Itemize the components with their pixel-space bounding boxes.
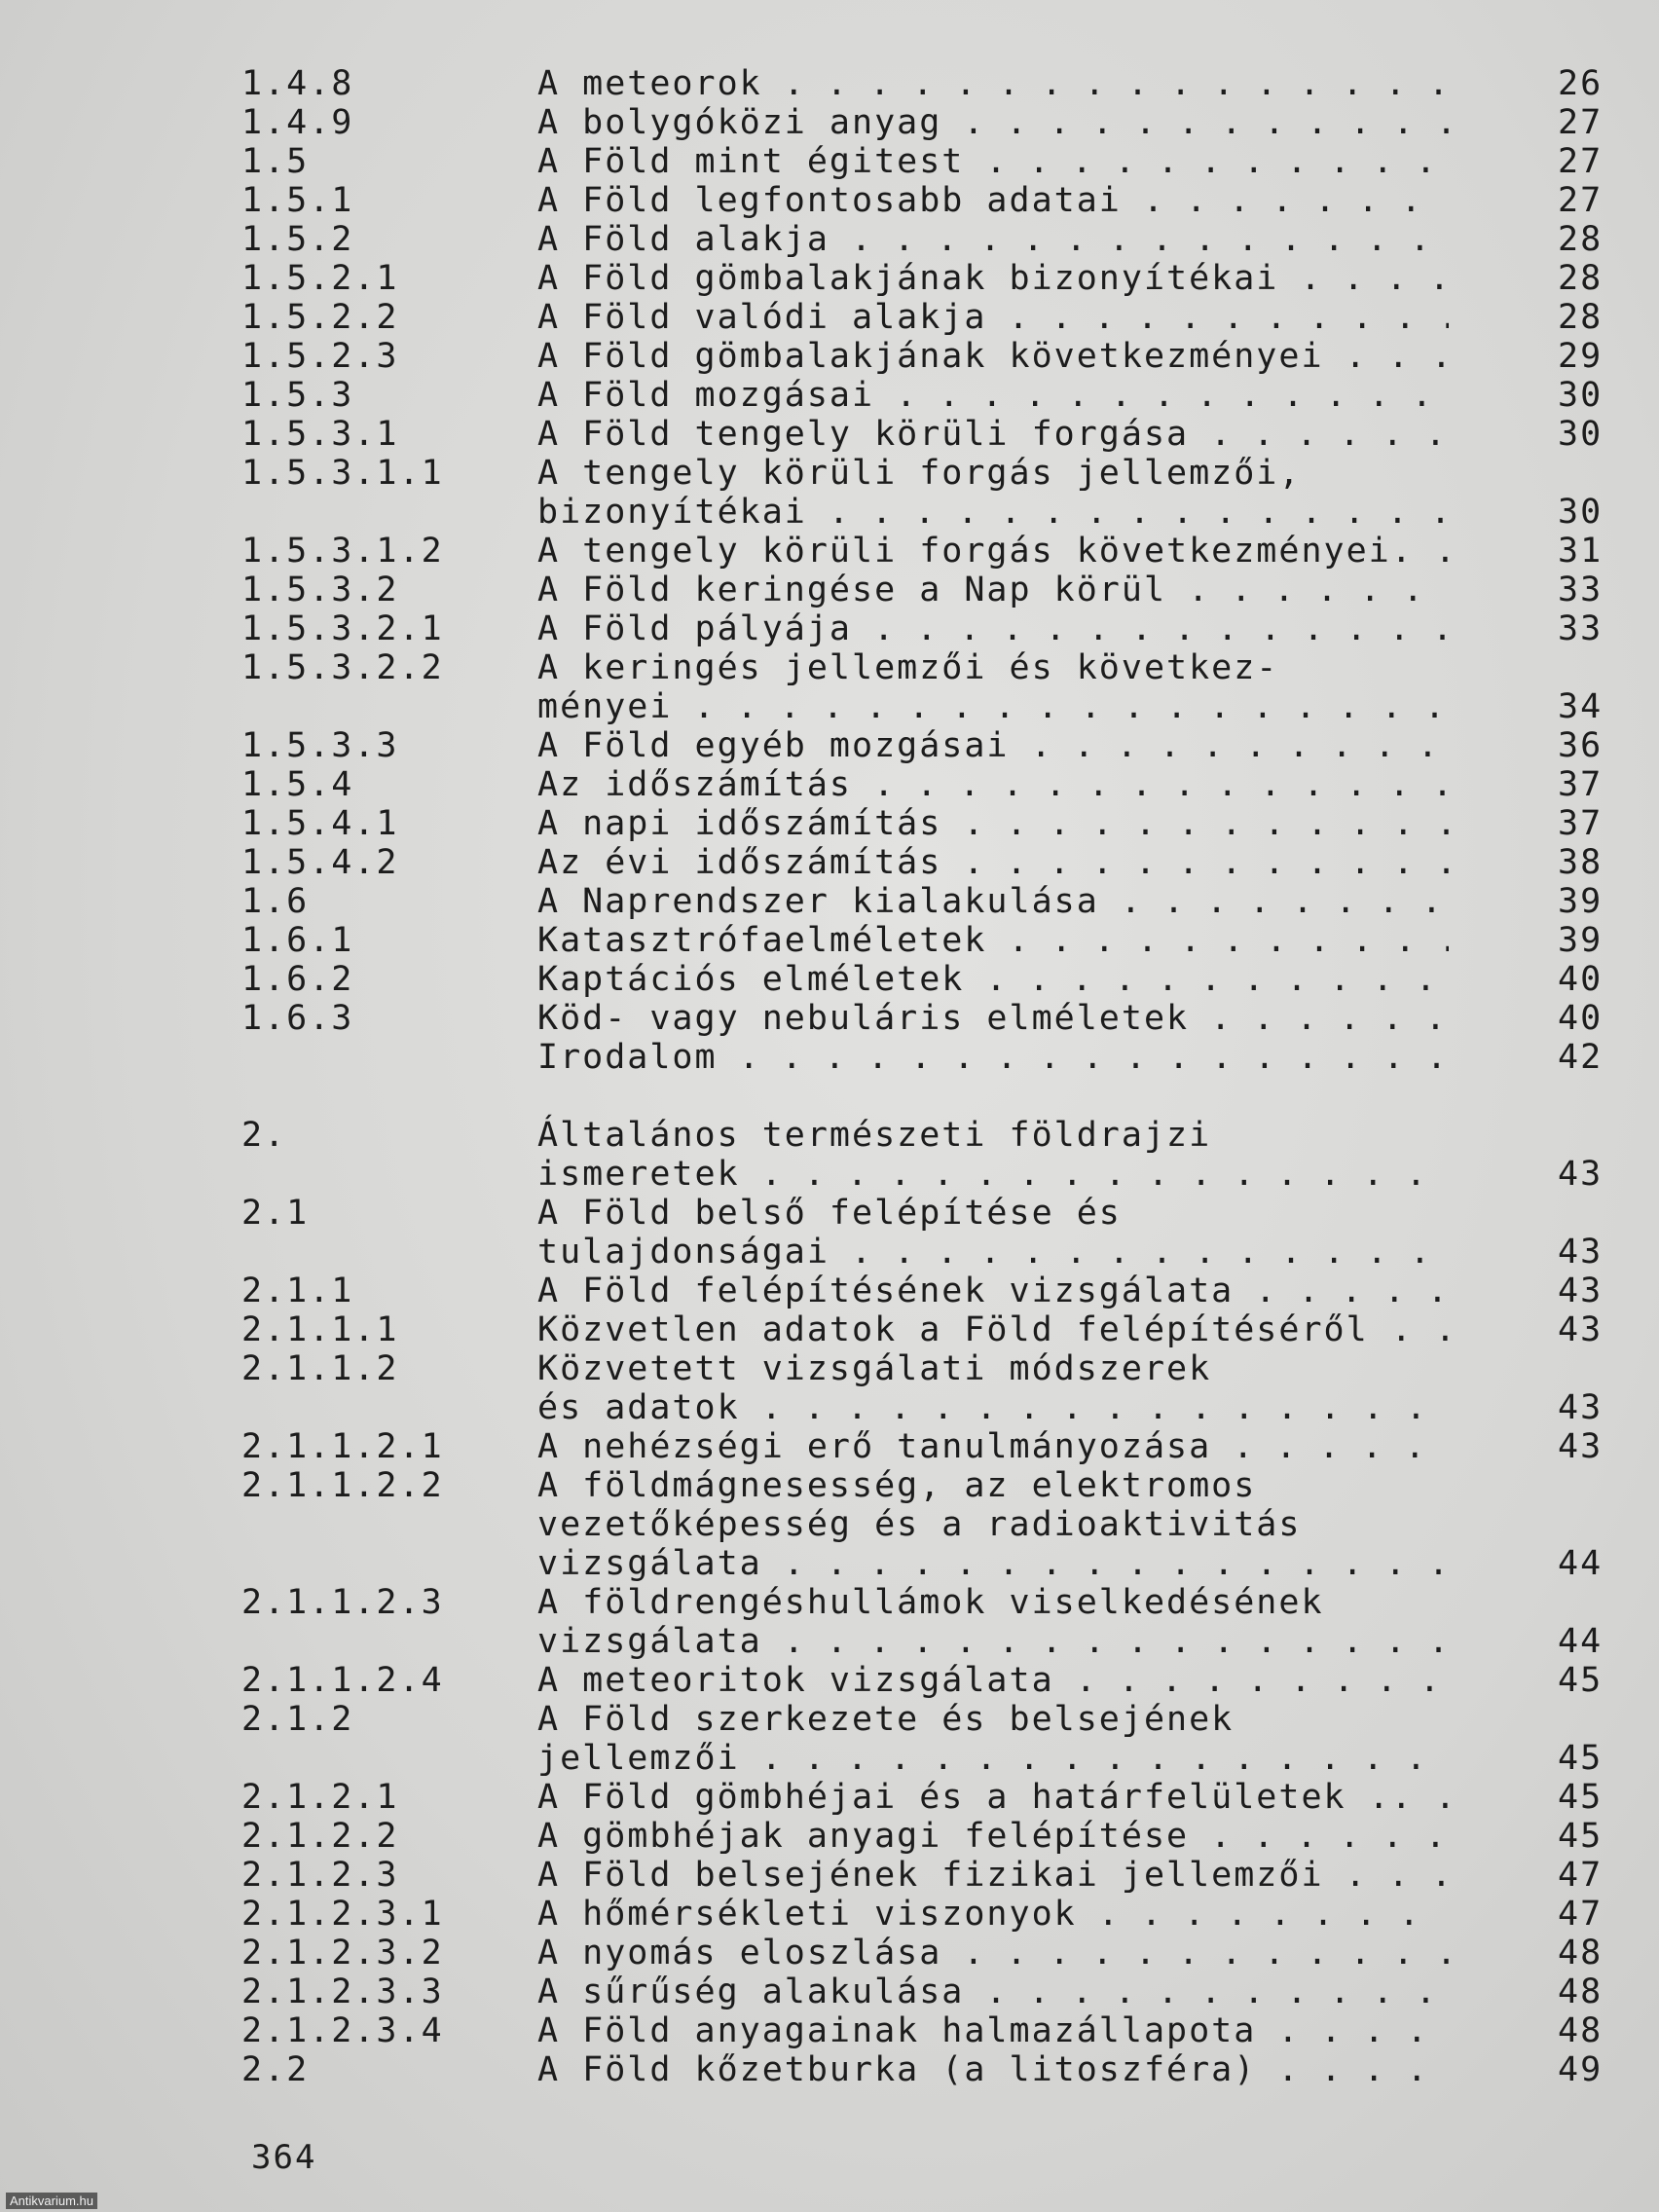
toc-section-number: 1.5	[241, 142, 310, 181]
toc-entry-title: Az évi időszámítás . . .	[537, 843, 1449, 882]
toc-entry-title: A nyomás eloszlása . . .	[537, 1934, 1449, 1972]
toc-page-number: 42	[1558, 1038, 1604, 1077]
toc-row	[0, 1739, 1659, 1778]
toc-section-number: 1.5.3.1	[241, 415, 399, 454]
toc-entry-title: Az időszámítás . . .	[537, 765, 1449, 804]
toc-row	[0, 804, 1659, 843]
toc-row	[0, 1934, 1659, 1972]
toc-section-number: 2.1.2.2	[241, 1817, 399, 1856]
toc-row	[0, 64, 1659, 103]
toc-page-number: 43	[1558, 1233, 1604, 1272]
toc-row	[0, 1972, 1659, 2011]
toc-entry-title: A sűrűség alakulása . . .	[537, 1972, 1449, 2011]
toc-page-number: 38	[1558, 843, 1604, 882]
toc-row	[0, 1583, 1659, 1622]
toc-page-number: 45	[1558, 1739, 1604, 1778]
toc-entry-title: A Föld legfontosabb adatai . . .	[537, 181, 1449, 220]
toc-page-number: 45	[1558, 1661, 1604, 1700]
toc-row	[0, 1661, 1659, 1700]
toc-row	[0, 1155, 1659, 1194]
toc-section-number: 1.5.4.1	[241, 804, 399, 843]
toc-page-number: 33	[1558, 609, 1604, 648]
toc-page-number: 28	[1558, 259, 1604, 298]
toc-page-number: 30	[1558, 376, 1604, 415]
toc-entry-title: A Föld gömbalakjának bizonyítékai . . .	[537, 259, 1449, 298]
toc-section-number: 2.1.2.3.3	[241, 1972, 444, 2011]
toc-page-number: 45	[1558, 1778, 1604, 1817]
toc-entry-title: A földrengéshullámok viselkedésének	[537, 1583, 1324, 1622]
toc-row	[0, 1895, 1659, 1934]
toc-row	[0, 1310, 1659, 1349]
toc-entry-title: A Föld anyagainak halmazállapota . . .	[537, 2011, 1449, 2050]
toc-row	[0, 2011, 1659, 2050]
toc-entry-title: ismeretek . . .	[537, 1155, 1449, 1194]
toc-row	[0, 1700, 1659, 1739]
toc-row	[0, 1233, 1659, 1272]
toc-section-number: 1.5.3.2	[241, 571, 399, 609]
toc-section-number: 2.1.1.2.3	[241, 1583, 444, 1622]
toc-section-number: 2.1.1.1	[241, 1310, 399, 1349]
toc-entry-title: A Föld egyéb mozgásai . . .	[537, 726, 1449, 765]
toc-page-number: 40	[1558, 999, 1604, 1038]
toc-row	[0, 376, 1659, 415]
toc-page-number: 47	[1558, 1895, 1604, 1934]
toc-entry-title: A napi időszámítás . . .	[537, 804, 1449, 843]
toc-row	[0, 103, 1659, 142]
toc-page-number: 33	[1558, 571, 1604, 609]
toc-entry-title: A Föld mozgásai . . .	[537, 376, 1449, 415]
toc-entry-title: A Föld gömbalakjának következményei . . .	[537, 337, 1449, 376]
toc-page-number: 48	[1558, 1972, 1604, 2011]
toc-row	[0, 1388, 1659, 1427]
toc-section-number: 1.5.2	[241, 220, 354, 259]
toc-row	[0, 609, 1659, 648]
toc-section-number: 2.1.1.2.2	[241, 1466, 444, 1505]
toc-page-number: 43	[1558, 1427, 1604, 1466]
toc-entry-title: A Naprendszer kialakulása . . .	[537, 882, 1449, 921]
toc-section-number: 1.5.3	[241, 376, 354, 415]
toc-page-number: 30	[1558, 493, 1604, 532]
toc-row	[0, 259, 1659, 298]
toc-row	[0, 454, 1659, 493]
toc-section-number: 1.5.2.2	[241, 298, 399, 337]
toc-entry-title: Közvetlen adatok a Föld felépítéséről . . . .	[537, 1310, 1449, 1349]
toc-row	[0, 765, 1659, 804]
toc-section-number: 2.2	[241, 2050, 310, 2089]
toc-row	[0, 1622, 1659, 1661]
toc-section-number: 1.4.8	[241, 64, 354, 103]
toc-entry-title: tulajdonságai . . .	[537, 1233, 1449, 1272]
toc-entry-title: A Föld keringése a Nap körül . . .	[537, 571, 1449, 609]
toc-page-number: 36	[1558, 726, 1604, 765]
toc-row	[0, 1544, 1659, 1583]
toc-entry-title: ményei . . .	[537, 687, 1449, 726]
toc-row	[0, 571, 1659, 609]
toc-page-number: 43	[1558, 1310, 1604, 1349]
table-of-contents	[0, 64, 1659, 2089]
toc-section-number: 1.6.2	[241, 960, 354, 999]
toc-section-number: 2.1	[241, 1194, 310, 1233]
toc-section-number: 2.1.1	[241, 1272, 354, 1310]
toc-row	[0, 687, 1659, 726]
toc-section-number: 1.5.3.2.2	[241, 648, 444, 687]
toc-row	[0, 960, 1659, 999]
toc-row	[0, 999, 1659, 1038]
toc-entry-title: Irodalom . . .	[537, 1038, 1449, 1077]
toc-section-number: 2.1.1.2.1	[241, 1427, 444, 1466]
toc-section-number: 1.5.4	[241, 765, 354, 804]
toc-page-number: 48	[1558, 2011, 1604, 2050]
toc-page-number: 43	[1558, 1155, 1604, 1194]
toc-row	[0, 220, 1659, 259]
toc-entry-title: bizonyítékai . . .	[537, 493, 1449, 532]
toc-section-number: 2.1.1.2.4	[241, 1661, 444, 1700]
toc-row	[0, 1466, 1659, 1505]
watermark: Antikvarium.hu	[6, 2193, 97, 2209]
toc-entry-title: A Föld tengely körüli forgása . . .	[537, 415, 1449, 454]
toc-entry-title: A Föld valódi alakja . . .	[537, 298, 1449, 337]
toc-entry-title: Kaptációs elméletek . . .	[537, 960, 1449, 999]
toc-entry-title: A Föld kőzetburka (a litoszféra) . . .	[537, 2050, 1449, 2089]
toc-entry-title: A bolygóközi anyag . . .	[537, 103, 1449, 142]
toc-row	[0, 337, 1659, 376]
toc-entry-title: A Föld pályája . . .	[537, 609, 1449, 648]
toc-page-number: 39	[1558, 921, 1604, 960]
toc-entry-title: A gömbhéjak anyagi felépítése . . .	[537, 1817, 1449, 1856]
toc-section-number: 1.6.1	[241, 921, 354, 960]
toc-row	[0, 493, 1659, 532]
toc-row	[0, 843, 1659, 882]
toc-row	[0, 1778, 1659, 1817]
toc-section-number: 1.5.1	[241, 181, 354, 220]
toc-page-number: 27	[1558, 103, 1604, 142]
toc-page-number: 28	[1558, 298, 1604, 337]
toc-entry-title: A tengely körüli forgás jellemzői,	[537, 454, 1302, 493]
toc-row	[0, 1505, 1659, 1544]
toc-page-number: 31	[1558, 532, 1604, 571]
toc-section-number: 1.5.4.2	[241, 843, 399, 882]
toc-page-number: 37	[1558, 804, 1604, 843]
toc-section-number: 2.1.2.1	[241, 1778, 399, 1817]
toc-row	[0, 1817, 1659, 1856]
toc-section-number: 2.1.2.3.1	[241, 1895, 444, 1934]
toc-entry-title: A Föld szerkezete és belsejének	[537, 1700, 1235, 1739]
toc-page-number: 49	[1558, 2050, 1604, 2089]
toc-section-number: 1.6	[241, 882, 310, 921]
toc-page-number: 44	[1558, 1544, 1604, 1583]
toc-page-number: 27	[1558, 181, 1604, 220]
toc-section-number: 1.6.3	[241, 999, 354, 1038]
toc-entry-title: A keringés jellemzői és következ-	[537, 648, 1279, 687]
toc-section-number: 2.1.2.3	[241, 1856, 399, 1895]
toc-entry-title: Közvetett vizsgálati módszerek	[537, 1349, 1212, 1388]
toc-entry-title: A Föld felépítésének vizsgálata . . .	[537, 1272, 1449, 1310]
toc-page-number: 29	[1558, 337, 1604, 376]
toc-section-number: 2.	[241, 1116, 287, 1155]
toc-section-number: 2.1.2.3.4	[241, 2011, 444, 2050]
toc-page-number: 43	[1558, 1272, 1604, 1310]
toc-row	[0, 1194, 1659, 1233]
toc-entry-title: és adatok . . .	[537, 1388, 1449, 1427]
toc-page-number: 28	[1558, 220, 1604, 259]
toc-entry-title: A Föld gömbhéjai és a határfelületek .. . . .	[537, 1778, 1449, 1817]
toc-page-number: 37	[1558, 765, 1604, 804]
toc-row	[0, 1038, 1659, 1077]
toc-entry-title: A meteorok . . .	[537, 64, 1449, 103]
toc-row	[0, 298, 1659, 337]
toc-page-number: 27	[1558, 142, 1604, 181]
toc-page-number: 48	[1558, 1934, 1604, 1972]
toc-row	[0, 1427, 1659, 1466]
toc-entry-title: jellemzői . . .	[537, 1739, 1449, 1778]
toc-section-number: 1.5.2.1	[241, 259, 399, 298]
toc-page-number: 45	[1558, 1817, 1604, 1856]
toc-row	[0, 1856, 1659, 1895]
toc-entry-title: A földmágnesesség, az elektromos	[537, 1466, 1257, 1505]
toc-row	[0, 532, 1659, 571]
toc-page-number: 44	[1558, 1622, 1604, 1661]
toc-page-number: 26	[1558, 64, 1604, 103]
toc-entry-title: A meteoritok vizsgálata . . .	[537, 1661, 1449, 1700]
toc-section-number: 2.1.2	[241, 1700, 354, 1739]
toc-entry-title: A Föld alakja . . .	[537, 220, 1449, 259]
toc-page-number: 39	[1558, 882, 1604, 921]
toc-entry-title: vizsgálata . . .	[537, 1544, 1449, 1583]
toc-row	[0, 648, 1659, 687]
toc-entry-title: vezetőképesség és a radioaktivitás	[537, 1505, 1302, 1544]
toc-row	[0, 1077, 1659, 1116]
toc-section-number: 1.4.9	[241, 103, 354, 142]
toc-page-number: 40	[1558, 960, 1604, 999]
toc-section-number: 1.5.3.2.1	[241, 609, 444, 648]
page-number: 364	[251, 2138, 317, 2177]
toc-row	[0, 1349, 1659, 1388]
toc-row	[0, 921, 1659, 960]
toc-row	[0, 2050, 1659, 2089]
toc-row	[0, 882, 1659, 921]
toc-row	[0, 415, 1659, 454]
toc-section-number: 2.1.1.2	[241, 1349, 399, 1388]
toc-entry-title: A Föld belső felépítése és	[537, 1194, 1122, 1233]
toc-row	[0, 142, 1659, 181]
toc-page-number: 30	[1558, 415, 1604, 454]
toc-entry-title: A Föld belsejének fizikai jellemzői . . .	[537, 1856, 1449, 1895]
toc-section-number: 1.5.3.1.1	[241, 454, 444, 493]
toc-section-number: 1.5.3.3	[241, 726, 399, 765]
toc-entry-title: A hőmérsékleti viszonyok . . .	[537, 1895, 1449, 1934]
toc-page-number: 43	[1558, 1388, 1604, 1427]
toc-entry-title: Köd- vagy nebuláris elméletek . . .	[537, 999, 1449, 1038]
toc-row	[0, 181, 1659, 220]
toc-page-number: 47	[1558, 1856, 1604, 1895]
toc-section-number: 1.5.2.3	[241, 337, 399, 376]
toc-page-number: 34	[1558, 687, 1604, 726]
toc-entry-title: A Föld mint égitest . . .	[537, 142, 1449, 181]
toc-section-number: 1.5.3.1.2	[241, 532, 444, 571]
toc-entry-title: Általános természeti földrajzi	[537, 1116, 1212, 1155]
toc-entry-title: Katasztrófaelméletek . . .	[537, 921, 1449, 960]
toc-entry-title: A tengely körüli forgás következményei. . . .	[537, 532, 1449, 571]
toc-row	[0, 1116, 1659, 1155]
toc-section-number: 2.1.2.3.2	[241, 1934, 444, 1972]
toc-row	[0, 1272, 1659, 1310]
toc-entry-title: A nehézségi erő tanulmányozása . . .	[537, 1427, 1449, 1466]
toc-entry-title: vizsgálata . . .	[537, 1622, 1449, 1661]
toc-row	[0, 726, 1659, 765]
